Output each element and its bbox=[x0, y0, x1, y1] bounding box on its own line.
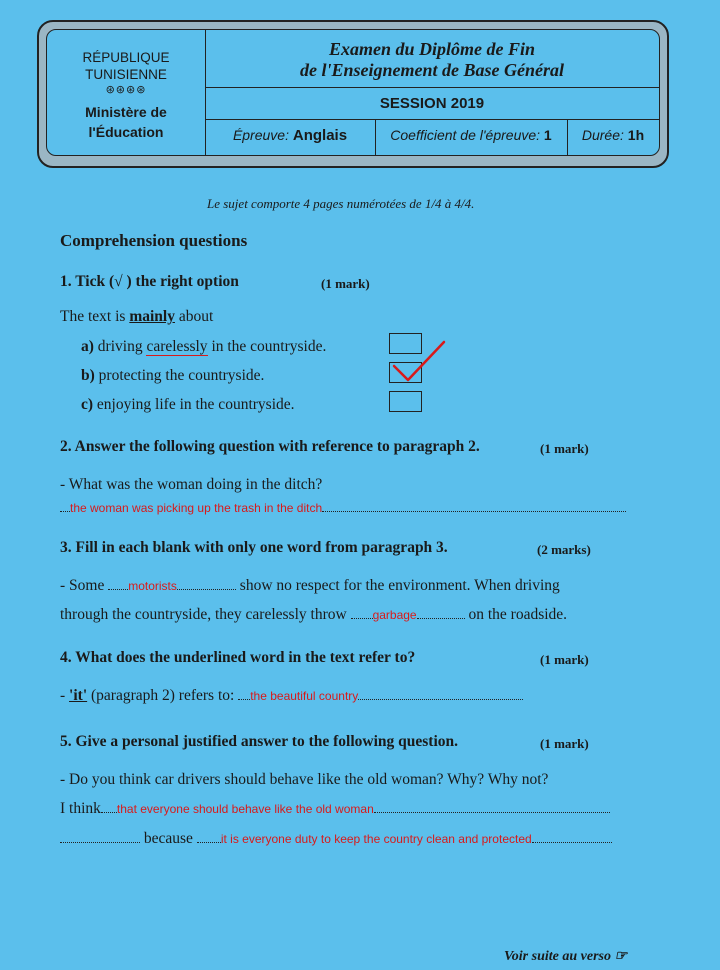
q3-blank1[interactable]: motorists bbox=[128, 579, 177, 593]
option-text-after: in the countryside. bbox=[207, 338, 327, 355]
q3-mark: (2 marks) bbox=[537, 542, 591, 557]
duree-value: 1h bbox=[627, 127, 645, 143]
q2-answer: the woman was picking up the trash in the ditch bbox=[70, 501, 323, 515]
q5-answer2[interactable]: it is everyone duty to keep the country clean and protected bbox=[220, 832, 532, 846]
option-letter: b) bbox=[81, 367, 95, 384]
dotted-fill bbox=[374, 812, 610, 813]
q1-option-a bbox=[81, 338, 326, 356]
q5-question: - Do you think car drivers should behave like the old woman? Why? Why not? bbox=[60, 771, 549, 788]
q5-think-line bbox=[60, 800, 656, 818]
q3-line1-a: - Some bbox=[60, 577, 105, 594]
q1-stem bbox=[60, 308, 213, 326]
option-text-emph: carelessly bbox=[146, 338, 208, 355]
q1-stem-emph: mainly bbox=[129, 308, 175, 325]
q3-blank2[interactable]: garbage bbox=[372, 608, 417, 622]
footer-next-page: Voir suite au verso ☞ bbox=[504, 949, 628, 964]
q1-title: 1. Tick (√ ) the right option bbox=[60, 273, 239, 290]
dotted-lead bbox=[197, 842, 221, 843]
dotted-lead bbox=[101, 812, 117, 813]
coefficient-value: 1 bbox=[543, 127, 552, 143]
q1-stem-prefix: The text is bbox=[60, 308, 130, 325]
q2-answer-line[interactable] bbox=[60, 499, 654, 517]
coefficient-cell bbox=[375, 119, 568, 155]
q5-answer1[interactable]: that everyone should behave like the old woman bbox=[116, 802, 374, 816]
q4-title: 4. What does the underlined word in the text refer to? bbox=[60, 649, 416, 666]
q5-think-label: I think bbox=[60, 800, 101, 817]
q2-mark: (1 mark) bbox=[540, 441, 589, 456]
dotted-lead bbox=[60, 511, 70, 512]
q3-line2-a: through the countryside, they carelessly throw bbox=[60, 606, 347, 623]
q2-title: 2. Answer the following question with reference to paragraph 2. bbox=[60, 438, 480, 455]
republic-line2: TUNISIENNE bbox=[85, 67, 167, 82]
dotted-lead bbox=[60, 842, 140, 843]
exam-title bbox=[205, 30, 659, 88]
q4-mark: (1 mark) bbox=[540, 652, 589, 667]
q3-title: 3. Fill in each blank with only one word from paragraph 3. bbox=[60, 539, 448, 556]
exam-title-line2: de l'Enseignement de Base Général bbox=[300, 60, 564, 80]
q4-line: - 'it' (paragraph 2) refers to: the beautiful country bbox=[60, 687, 523, 705]
q5-because-line bbox=[60, 830, 656, 848]
duree-label: Durée: bbox=[581, 127, 624, 143]
exam-header-inner bbox=[46, 29, 660, 156]
q1-option-c bbox=[81, 396, 295, 414]
q1-stem-suffix: about bbox=[174, 308, 214, 325]
q5-because-label: because bbox=[143, 830, 193, 847]
q3-line1-b: show no respect for the environment. When driving bbox=[239, 577, 560, 594]
q2-question: - What was the woman doing in the ditch? bbox=[60, 476, 323, 493]
q3-line2-b: on the roadside. bbox=[468, 606, 568, 623]
stars-emblem: ⊛⊛⊛⊛ bbox=[105, 84, 147, 96]
q1-checkbox-c[interactable] bbox=[389, 391, 422, 412]
dotted-fill bbox=[322, 511, 626, 512]
option-text: protecting the countryside. bbox=[98, 367, 265, 384]
exam-header bbox=[37, 20, 669, 168]
exam-info-row bbox=[205, 119, 659, 155]
dotted-fill bbox=[417, 618, 465, 619]
exam-title-line1: Examen du Diplôme de Fin bbox=[328, 39, 535, 59]
q1-option-b bbox=[81, 367, 264, 385]
option-text: enjoying life in the countryside. bbox=[96, 396, 295, 413]
epreuve-label: Épreuve: bbox=[232, 127, 289, 143]
ministry-line2: l'Éducation bbox=[88, 124, 164, 140]
q3-line2 bbox=[60, 606, 567, 624]
option-letter: a) bbox=[81, 338, 94, 355]
checkmark-icon bbox=[388, 338, 450, 384]
dotted-lead bbox=[108, 589, 128, 590]
q3-line1 bbox=[60, 577, 560, 595]
republic-line1: RÉPUBLIQUE bbox=[82, 50, 170, 65]
session-label: SESSION 2019 bbox=[205, 88, 659, 120]
ministry-line1: Ministère de bbox=[85, 104, 167, 120]
republic-block bbox=[47, 30, 206, 155]
dotted-lead bbox=[238, 699, 250, 700]
q4-rest: (paragraph 2) refers to: bbox=[91, 687, 235, 704]
q5-mark: (1 mark) bbox=[540, 736, 589, 751]
coefficient-label: Coefficient de l'épreuve: bbox=[390, 127, 541, 143]
epreuve-cell bbox=[205, 119, 376, 155]
dotted-fill bbox=[358, 699, 523, 700]
q4-word: 'it' bbox=[69, 687, 88, 704]
q5-title: 5. Give a personal justified answer to the following question. bbox=[60, 733, 458, 750]
dotted-fill bbox=[177, 589, 236, 590]
section-title: Comprehension questions bbox=[60, 231, 248, 250]
epreuve-value: Anglais bbox=[292, 127, 348, 144]
option-text: driving bbox=[97, 338, 147, 355]
option-letter: c) bbox=[81, 396, 94, 413]
q1-mark: (1 mark) bbox=[321, 276, 370, 291]
duree-cell bbox=[567, 119, 659, 155]
pages-note: Le sujet comporte 4 pages numérotées de 1/4 à 4/4. bbox=[207, 196, 475, 211]
dotted-lead bbox=[351, 618, 373, 619]
q4-answer[interactable]: the beautiful country bbox=[250, 689, 359, 703]
dotted-fill bbox=[532, 842, 612, 843]
